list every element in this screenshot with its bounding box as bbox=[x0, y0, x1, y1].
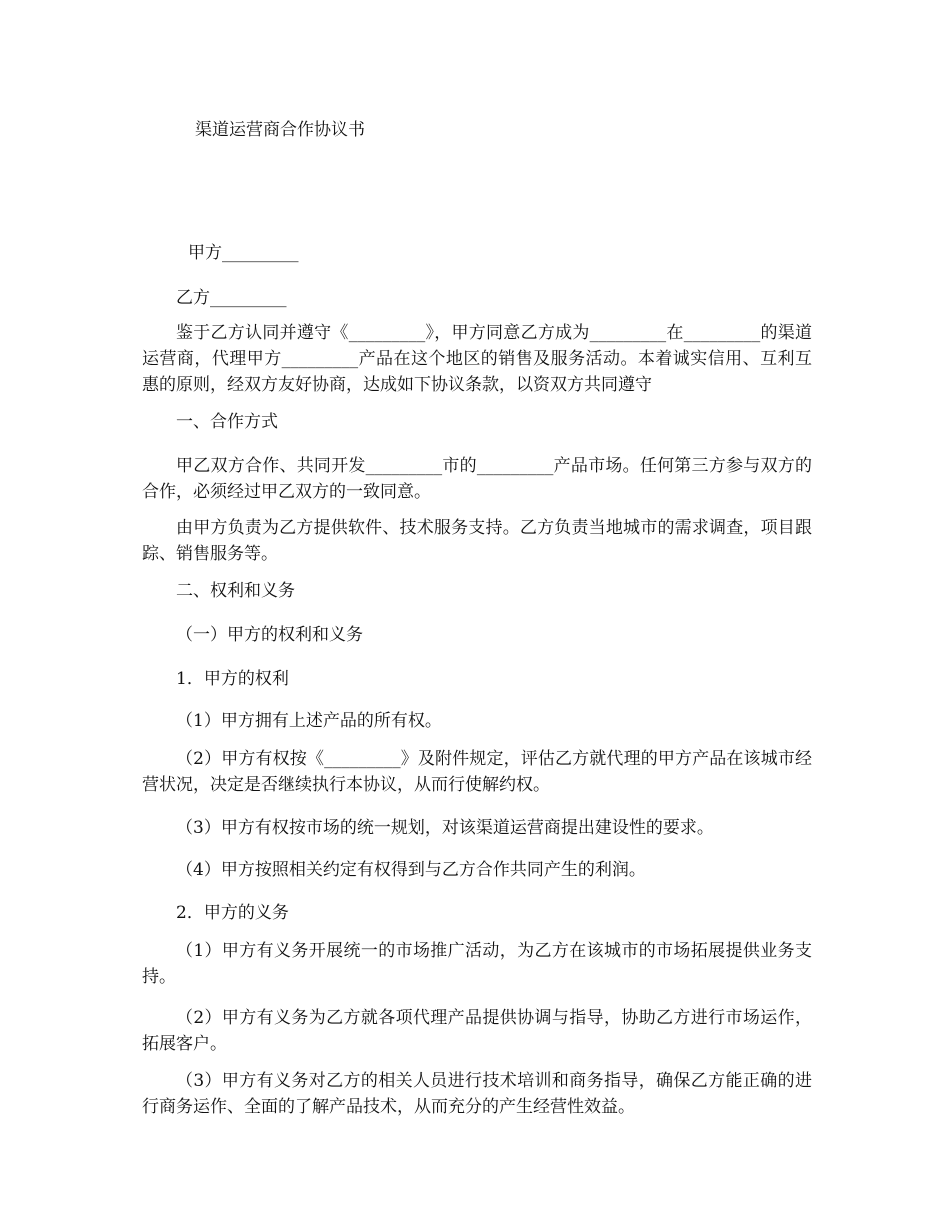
right-item-3: （3）甲方有权按市场的统一规划，对该渠道运营商提出建设性的要求。 bbox=[176, 818, 714, 838]
section-2-heading: 二、权利和义务 bbox=[176, 581, 295, 601]
duty-item-1: （1）甲方有义务开展统一的市场推广活动，为乙方在该城市的市场拓展提供业务支持。 bbox=[142, 941, 812, 987]
duty-item-3: （3）甲方有义务对乙方的相关人员进行技术培训和商务指导，确保乙方能正确的进行商务运作、全面的了解产品技术，从而充分的产生经营性效益。 bbox=[142, 1071, 812, 1117]
party-a-line: 甲方_________ bbox=[188, 243, 299, 263]
subsection-a-heading: （一）甲方的权利和义务 bbox=[176, 625, 363, 645]
duty-item-2: （2）甲方有义务为乙方就各项代理产品提供协调与指导，协助乙方进行市场运作，拓展客户。 bbox=[142, 1008, 812, 1054]
party-b-line: 乙方_________ bbox=[176, 288, 287, 308]
intro-paragraph: 鉴于乙方认同并遵守《_________》，甲方同意乙方成为_________在_________的渠道运营商，代理甲方_________产品在这个地区的销售及服务活动。本着诚实信用、互利互惠的原则，经双方友好协商，达成如下协议条款，以资双方共同遵守 bbox=[142, 323, 812, 395]
section-1-paragraph-2: 由甲方负责为乙方提供软件、技术服务支持。乙方负责当地城市的需求调查，项目跟踪、销售服务等。 bbox=[142, 518, 812, 564]
right-item-4: （4）甲方按照相关约定有权得到与乙方合作共同产生的利润。 bbox=[176, 860, 646, 880]
section-1-heading: 一、合作方式 bbox=[176, 412, 278, 432]
duties-heading: 2．甲方的义务 bbox=[176, 903, 289, 923]
section-1-paragraph-1: 甲乙双方合作、共同开发_________市的_________产品市场。任何第三方参与双方的合作，必须经过甲乙双方的一致同意。 bbox=[142, 456, 812, 502]
right-item-2: （2）甲方有权按《_________》及附件规定，评估乙方就代理的甲方产品在该城市经营状况，决定是否继续执行本协议，从而行使解约权。 bbox=[142, 749, 812, 795]
rights-heading: 1．甲方的权利 bbox=[176, 669, 289, 689]
document-title: 渠道运营商合作协议书 bbox=[195, 120, 365, 140]
right-item-1: （1）甲方拥有上述产品的所有权。 bbox=[176, 711, 442, 731]
